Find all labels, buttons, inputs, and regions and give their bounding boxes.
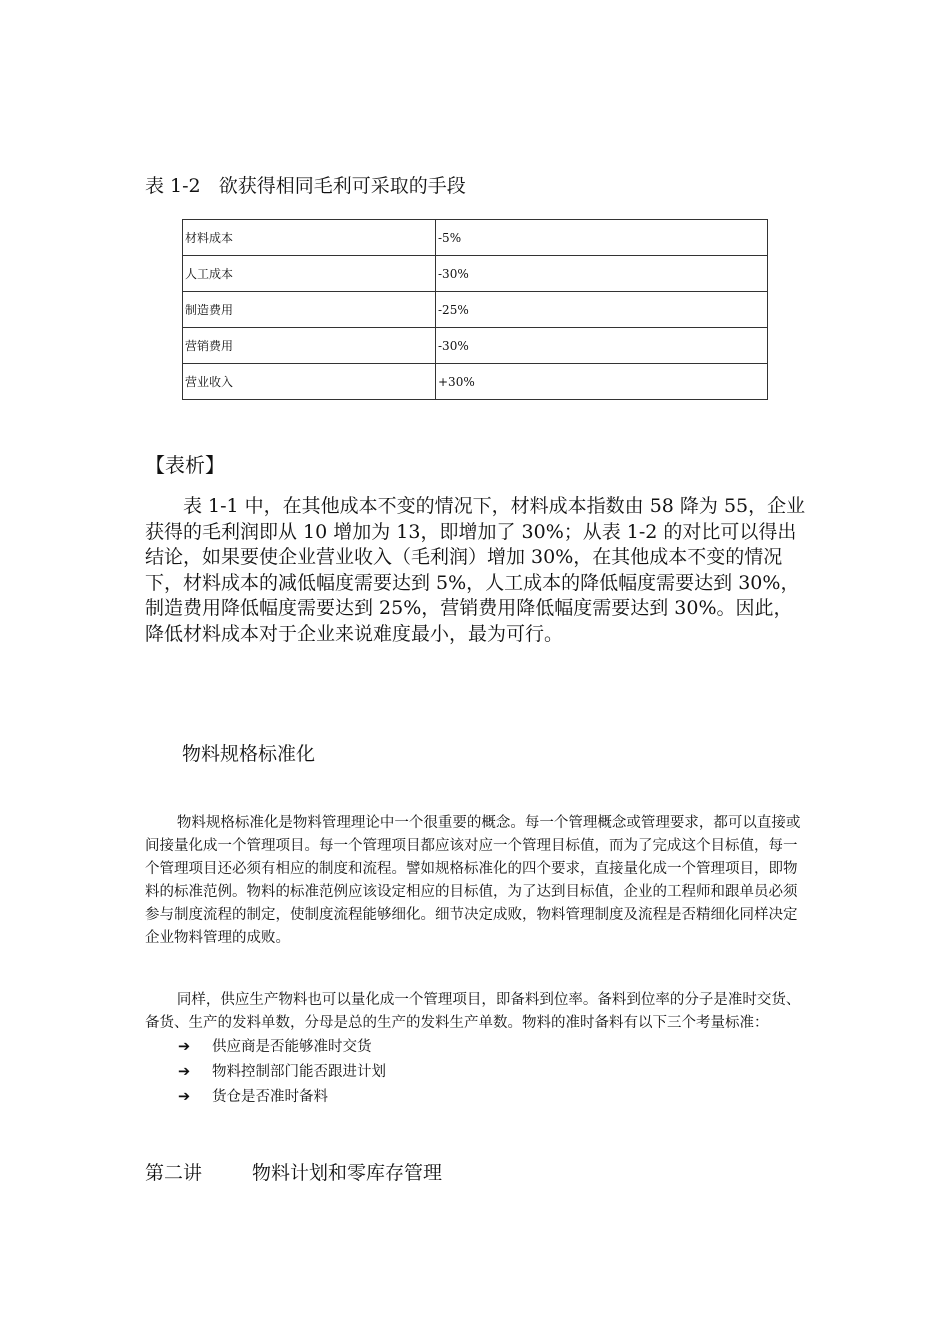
arrow-right-icon: ➔ bbox=[178, 1039, 191, 1055]
lecture-number: 第二讲 bbox=[145, 1162, 203, 1184]
table-row bbox=[183, 292, 768, 328]
table-cell-item: 材料成本 bbox=[183, 220, 436, 256]
table-cell-value: -30% bbox=[436, 256, 768, 292]
table-row bbox=[183, 328, 768, 364]
list-item-text: 物料控制部门能否跟进计划 bbox=[212, 1064, 386, 1080]
table-row bbox=[183, 364, 768, 400]
table-cell-item: 营销费用 bbox=[183, 328, 436, 364]
cost-table bbox=[182, 219, 768, 400]
list-item-text: 供应商是否能够准时交货 bbox=[212, 1039, 372, 1055]
table-cell-value: -25% bbox=[436, 292, 768, 328]
section-title: 物料规格标准化 bbox=[182, 743, 316, 765]
table-cell-item: 制造费用 bbox=[183, 292, 436, 328]
list-item bbox=[178, 1062, 386, 1082]
body-paragraph: 物料规格标准化是物料管理理论中一个很重要的概念。每一个管理概念或管理要求，都可以直接或间接量化成一个管理项目。每一个管理项目都应该对应一个管理目标值，而为了完成这个目标值，每一个管理项目还必须有相应的制度和流程。譬如规格标准化的四个要求，直接量化成一个管理项目，即物料的标准范例。物料的标准范例应该设定相应的目标值，为了达到目标值，企业的工程师和跟单员必须参与制度流程的制定，使制度流程能够细化。细节决定成败，物料管理制度及流程是否精细化同样决定企业物料管理的成败。 bbox=[145, 815, 801, 946]
lecture-title: 物料计划和零库存管理 bbox=[252, 1162, 443, 1184]
table-row bbox=[183, 256, 768, 292]
table-row bbox=[183, 220, 768, 256]
lecture-heading bbox=[145, 1158, 442, 1185]
analysis-heading: 【表析】 bbox=[145, 453, 225, 477]
list-item bbox=[178, 1037, 372, 1057]
table-cell-value: -30% bbox=[436, 328, 768, 364]
table-cell-item: 营业收入 bbox=[183, 364, 436, 400]
table-cell-item: 人工成本 bbox=[183, 256, 436, 292]
arrow-right-icon: ➔ bbox=[178, 1089, 191, 1105]
list-item-text: 货仓是否准时备料 bbox=[212, 1089, 328, 1105]
arrow-right-icon: ➔ bbox=[178, 1064, 191, 1080]
body-paragraph: 同样，供应生产物料也可以量化成一个管理项目，即备料到位率。备料到位率的分子是准时交货、备货、生产的发料单数，分母是总的生产的发料生产单数。物料的准时备料有以下三个考量标准： bbox=[145, 992, 801, 1031]
list-item bbox=[178, 1087, 328, 1107]
table-caption: 表 1-2 欲获得相同毛利可采取的手段 bbox=[145, 175, 466, 197]
analysis-paragraph: 表 1-1 中，在其他成本不变的情况下，材料成本指数由 58 降为 55，企业获得的毛利润即从 10 增加为 13，即增加了 30%；从表 1-2 的对比可以得出结论，如果要使企业营业收入（毛利润）增加 30%，在其他成本不变的情况下，材料成本的减低幅度需要达到 5%，人工成本的降低幅度需要达到 30%，制造费用降低幅度需要达到 25%，营销费用降低幅度需要达到 30%。因此，降低材料成本对于企业来说难度最小，最为可行。 bbox=[145, 495, 806, 645]
table-cell-value: -5% bbox=[436, 220, 768, 256]
table-cell-value: +30% bbox=[436, 364, 768, 400]
